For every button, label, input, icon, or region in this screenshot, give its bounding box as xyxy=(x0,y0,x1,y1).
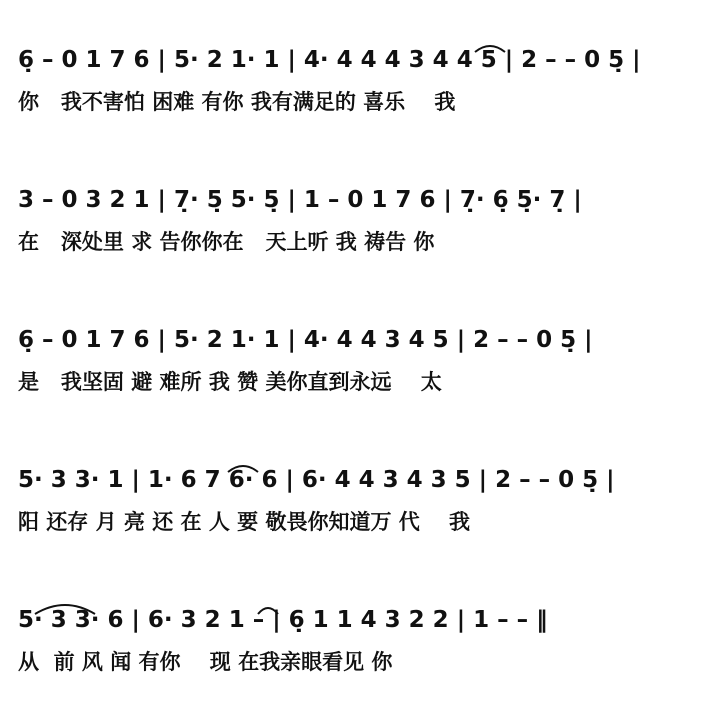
music-system-4 xyxy=(0,460,720,560)
lyrics-line-5: 从 前 风 闻 有你 现 在我亲眼看见 你 xyxy=(18,649,393,674)
music-system-5 xyxy=(0,600,720,700)
lyrics-line-2: 在 深处里 求 告你你在 天上听 我 祷告 你 xyxy=(18,229,435,254)
lyrics-line-4: 阳 还存 月 亮 还 在 人 要 敬畏你知道万 代 我 xyxy=(18,509,471,534)
notation-line-1: 6̣ – 0 1 7 6 | 5· 2 1· 1 | 4· 4 4 4 3 4 4 5 | 2 – – 0 5̣ | xyxy=(18,47,641,73)
lyrics-line-1: 你 我不害怕 困难 有你 我有满足的 喜乐 我 xyxy=(18,89,456,114)
notation-line-2: 3 – 0 3 2 1 | 7̣· 5̣ 5· 5̣ | 1 – 0 1 7 6 | 7̣· 6̣ 5̣· 7̣ | xyxy=(18,187,582,213)
notation-line-4: 5· 3 3· 1 | 1· 6 7 6· 6 | 6· 4 4 3 4 3 5 | 2 – – 0 5̣ | xyxy=(18,467,615,493)
notation-line-5: 5· 3 3· 6 | 6· 3 2 1 – | 6̣ 1 1 4 3 2 2 | 1 – – ‖ xyxy=(18,607,548,633)
notation-line-3: 6̣ – 0 1 7 6 | 5· 2 1· 1 | 4· 4 4 3 4 5 | 2 – – 0 5̣ | xyxy=(18,327,593,353)
music-system-3 xyxy=(0,320,720,420)
music-system-2 xyxy=(0,180,720,280)
lyrics-line-3: 是 我坚固 避 难所 我 赞 美你直到永远 太 xyxy=(18,369,442,394)
music-system-1 xyxy=(0,40,720,140)
